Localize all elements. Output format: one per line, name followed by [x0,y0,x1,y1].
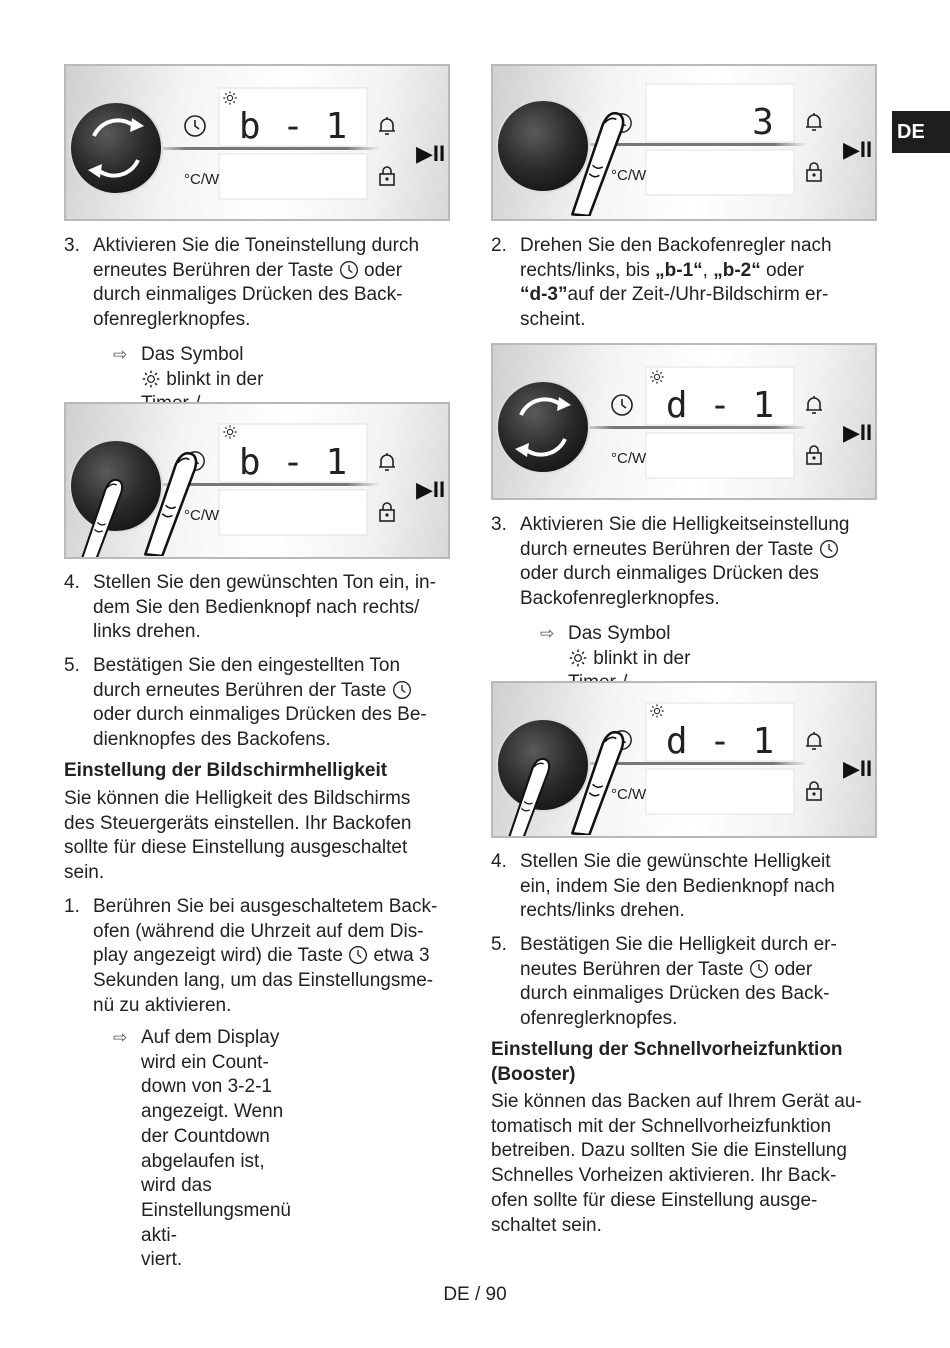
temp-symbol: °C/W [611,450,647,467]
lock-icon [807,163,821,181]
temp-symbol: °C/W [611,786,647,803]
display-illustration-4 [491,343,877,500]
clock-icon [348,945,368,965]
clock-icon [392,680,412,700]
panel-1-top-value: b - 1 [238,106,348,147]
heading-booster: Einstellung der Schnellvorheizfunktion (Booster) [491,1039,843,1085]
clock-icon [339,260,359,280]
panel-2-top-value: b - 1 [238,442,348,483]
bell-icon [379,117,395,134]
display-illustration-5 [491,681,877,838]
display-illustration-1 [64,64,450,221]
result-arrow-icon: ⇨ [113,1028,128,1047]
rotary-knob [497,381,589,473]
bell-icon [806,113,822,130]
heading-screen-brightness: Einstellung der Bildschirmhelligkeit [64,760,388,781]
rotary-knob [497,100,589,192]
temp-symbol: °C/W [184,507,220,524]
display-illustration-3 [491,64,877,221]
rotary-knob [70,102,162,194]
gear-icon [568,648,588,668]
bell-icon [379,453,395,470]
lock-icon [380,503,394,521]
clock-icon [749,959,769,979]
temp-symbol: °C/W [184,171,220,188]
panel-3-top-value: 3 [752,102,774,143]
temp-symbol: °C/W [611,167,647,184]
lock-icon [807,446,821,464]
lock-icon [380,167,394,185]
clock-icon [819,539,839,559]
panel-5-top-value: d - 1 [665,721,775,762]
lock-icon [807,782,821,800]
result-arrow-icon: ⇨ [113,345,128,364]
clock-icon [185,116,205,136]
display-illustration-2 [64,402,450,559]
paragraph-booster: Sie können das Backen auf Ihrem Gerät au- tomatisch mit der Schnellvorheizfunktion betreiben. Dazu sollten Sie die Einstellung Schnelles Vorheizen aktivieren. Ihr Back- ofen sollte für diese Einstellung ausge- schaltet sein. [491,1091,862,1236]
play-pause-icon: ▶II [843,137,873,162]
play-pause-icon: ▶II [416,141,446,166]
panel-4-top-value: d - 1 [665,385,775,426]
play-pause-icon: ▶II [416,477,446,502]
play-pause-icon: ▶II [843,756,873,781]
bell-icon [806,396,822,413]
clock-icon [612,395,632,415]
play-pause-icon: ▶II [843,420,873,445]
language-tab: DE [892,111,950,153]
page-number: DE / 90 [443,1284,507,1305]
result-arrow-icon: ⇨ [540,624,555,643]
gear-icon [141,369,161,389]
bell-icon [806,732,822,749]
paragraph-brightness: Sie können die Helligkeit des Bildschirms des Steuergeräts einstellen. Ihr Backofen sollte für diese Einstellung ausgeschaltet sein. [64,788,412,884]
